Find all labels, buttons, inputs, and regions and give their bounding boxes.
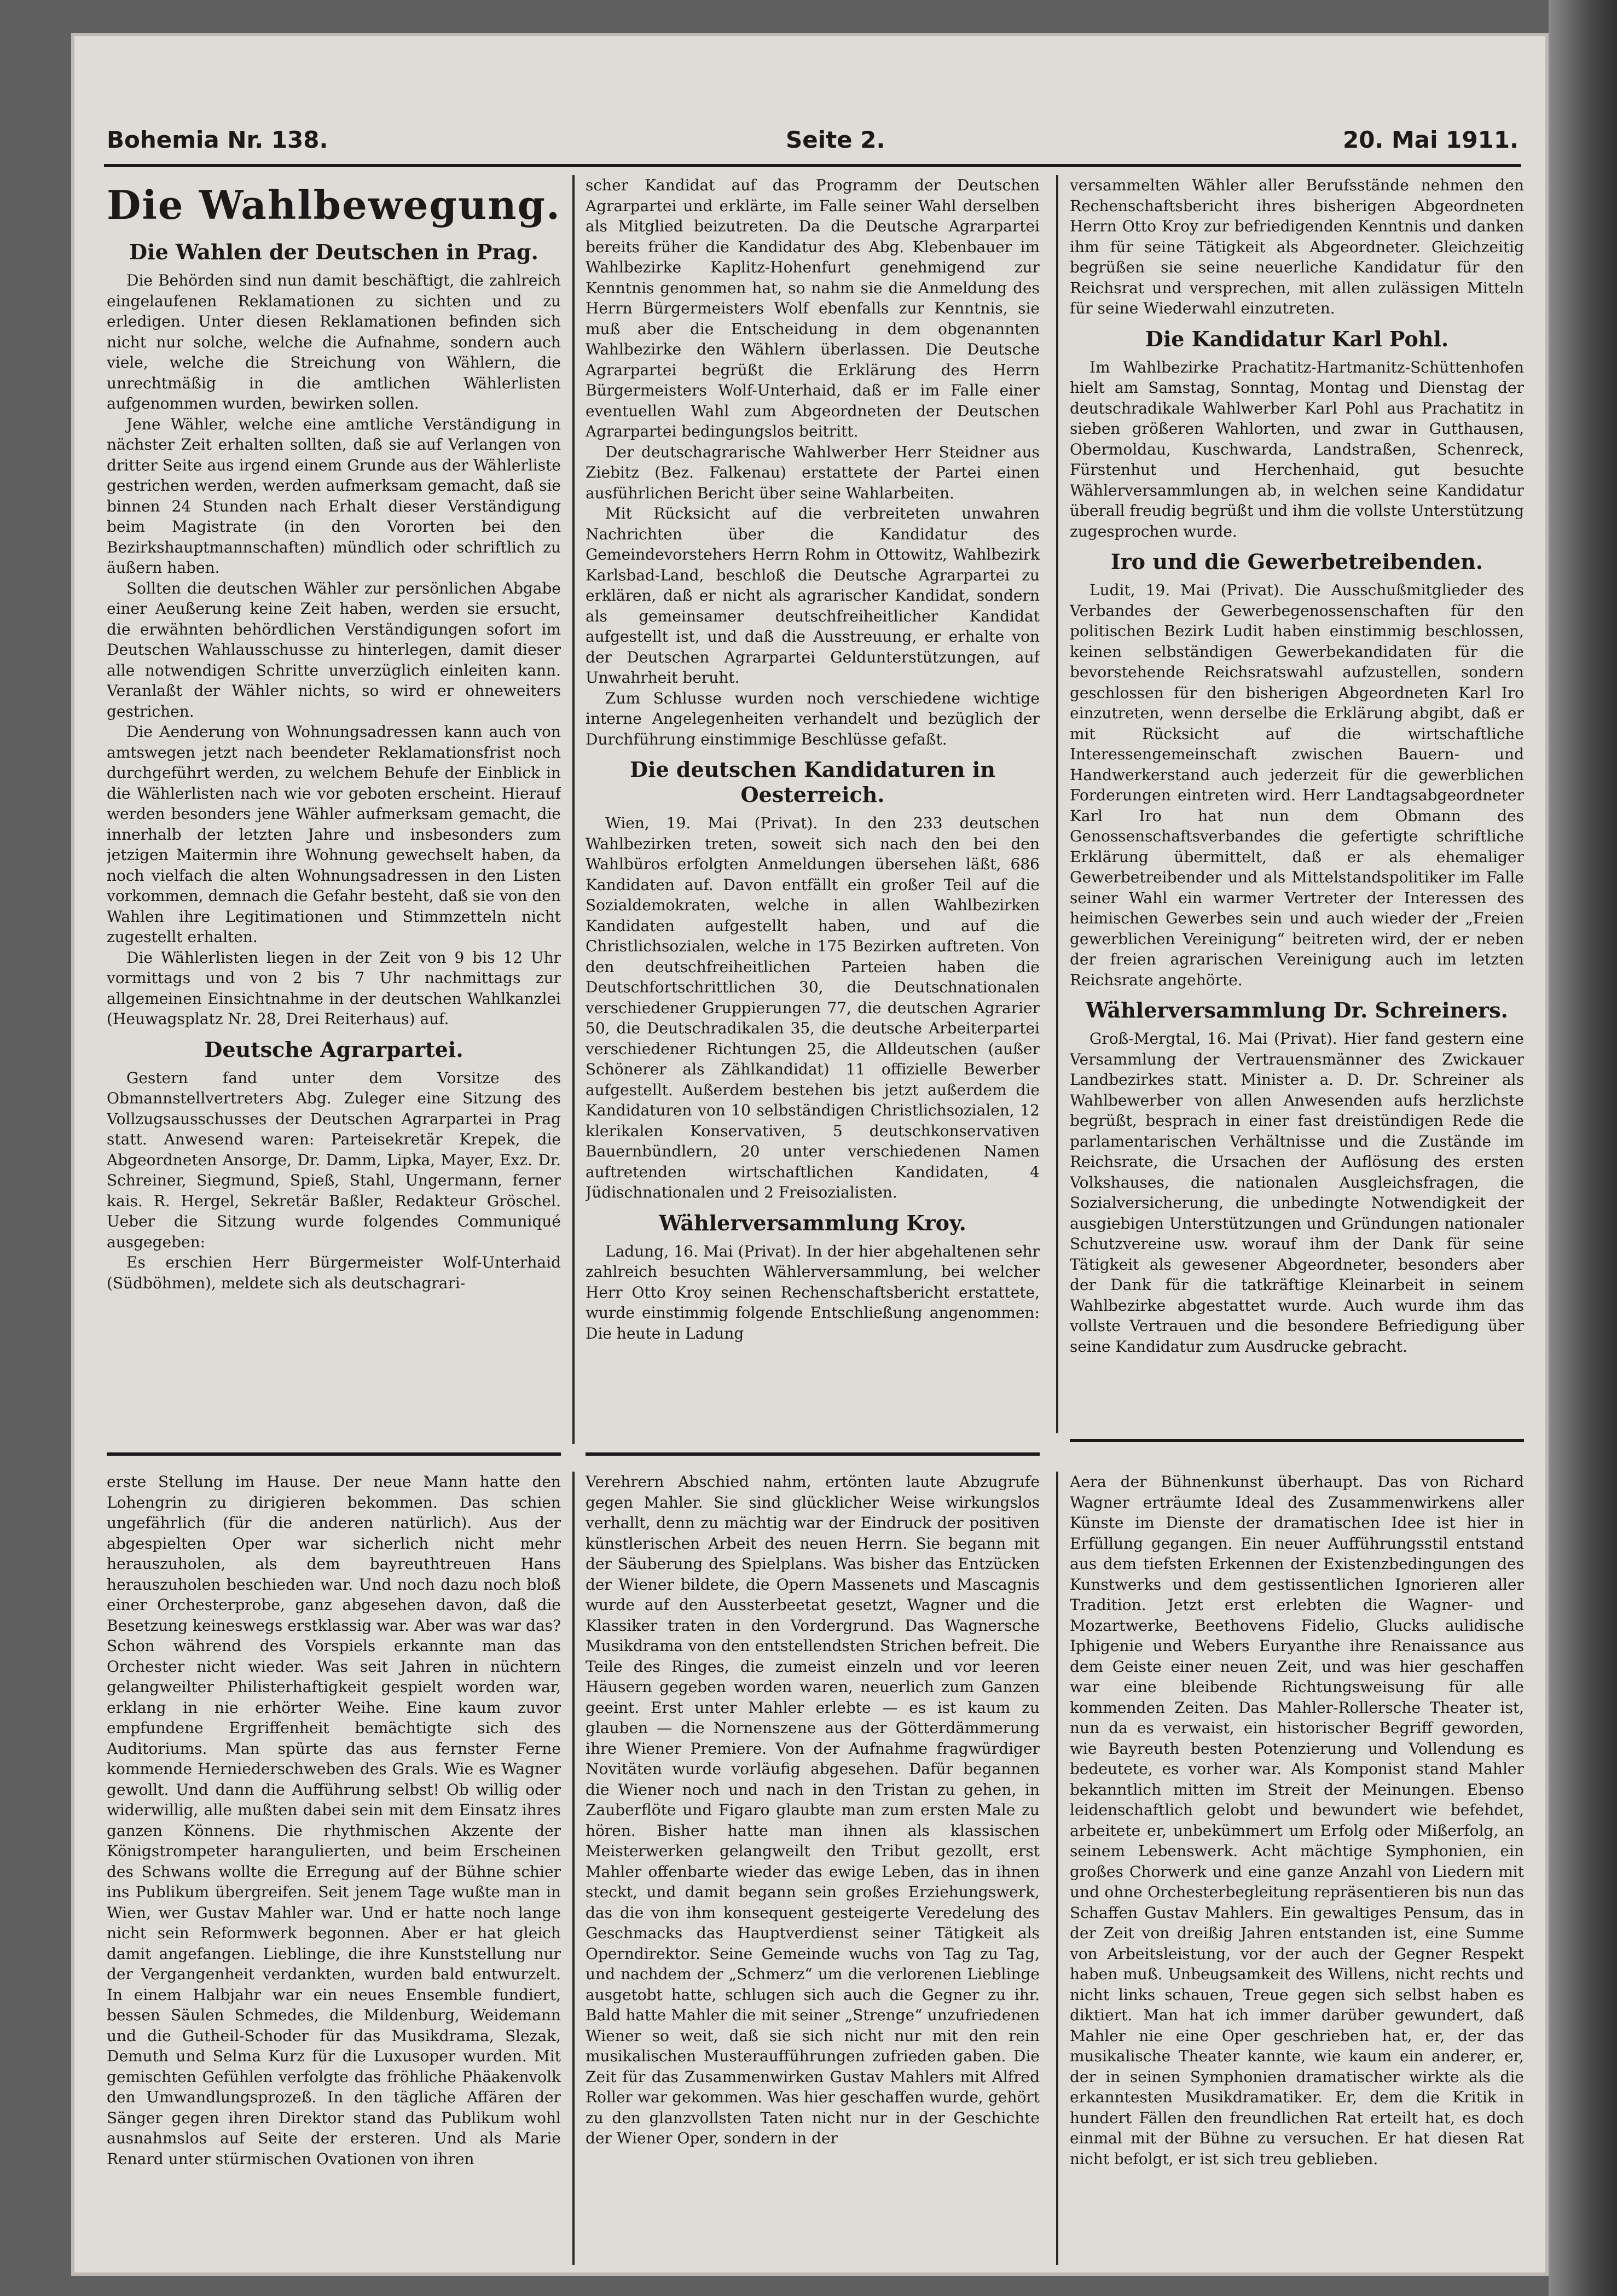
feuilleton-column-1 — [107, 1472, 561, 2265]
paragraph: Verehrern Abschied nahm, ertönten laute Abzugrufe gegen Mahler. Sie sind glücklicher Weise wirkungslos verhallt, denn zu mächtig war der Eindruck der positiven künstlerischen Arbeit des neuen Herrn. Sie begann mit der Säuberung des Spielplans. Was bisher das Entzücken der Wiener bildete, die Opern Massenets und Mascagnis wurde auf den Aussterbeetat gesetzt, Wagner und die Klassiker traten in den Vordergrund. Das Wagnersche Musikdrama von den entstellendsten Strichen befreit. Die Teile des Ringes, die zumeist einzeln und vor leeren Häusern gegeben worden waren, neuerlich zum Ganzen geeint. Erst unter Mahler erlebte — es ist kaum zu glauben — die Nornenszene aus der Götterdämmerung ihre Wiener Premiere. Von der Aufnahme fragwürdiger Novitäten wurde vorläufig abgesehen. Dafür begannen die Wiener noch und nach in den Tristan zu gehen, in Zauberflöte und Figaro glaubte man zum ersten Male zu hören. Bisher hatte man ihnen als klassischen Meisterwerken gelangweilt den Tribut gezollt, erst Mahler offenbarte wieder das ewige Leben, das in ihnen steckt, und damit begann sein großes Erziehungswerk, das die von ihm konsequent gesteigerte Veredelung des Geschmacks das Hauptverdienst seiner Tätigkeit als Operndirektor. Seine Gemeinde wuchs von Tag zu Tag, und nachdem der „Schmerz“ um die verlorenen Lieblinge ausgetobt hatte, schlugen sich auch die Gegner zu ihr. Bald hatte Mahler die mit seiner „Strenge“ unzufriedenen Wiener so weit, daß sie sich nicht nur mit den rein musikalischen Musteraufführungen zufrieden gaben. Die Zeit für das Zusammenwirken Gustav Mahlers mit Alfred Roller war gekommen. Was hier geschaffen wurde, gehört zu den glanzvollsten Taten nicht nur in der Geschichte der Wiener Oper, sondern in der — [586, 1473, 1040, 2147]
paragraph: Im Wahlbezirke Prachatitz-Hartmanitz-Schüttenhofen hielt am Samstag, Sonntag, Montag und Dienstag der deutschradikale Wahlwerber Karl Pohl aus Prachatitz in sieben größeren Wahlorten, und zwar in Gutthausen, Obermoldau, Kuschwarda, Landstraßen, Schenreck, Fürstenhut und Herchenhaid, gut besuchte Wählerversammlungen ab, in welchen seine Kandidatur überall freudig begrüßt und ihm die vollste Unterstützung zugesprochen wurde. — [1070, 358, 1524, 540]
section-title-pohl: Die Kandidatur Karl Pohl. — [1145, 326, 1449, 351]
paragraph: Gestern fand unter dem Vorsitze des Obmannstellvertreters Abg. Zuleger eine Sitzung des Vollzugsausschusses der Deutschen Agrarpartei in Prag statt. Anwesend waren: Parteisekretär Krepek, die Abgeordneten Ansorge, Dr. Damm, Lipka, Mayer, Exz. Dr. Schreiner, Siegmund, Spieß, Stahl, Ungermann, ferner kais. R. Hergel, Sekretär Baßler, Redakteur Gröschel. Ueber die Sitzung wurde folgendes Communiqué ausgegeben: — [107, 1068, 561, 1251]
paragraph: Sollten die deutschen Wähler zur persönlichen Abgabe einer Aeußerung keine Zeit haben, werden sie ersucht, die erwähnten behördlichen Verständigungen sofort im Deutschen Wahlausschusse zu hinterlegen, damit dieser alle notwendigen Schritte unverzüglich einleiten kann. Veranlaßt der Wähler nichts, so wird er ohneweiters gestrichen. — [107, 579, 561, 720]
paragraph: Der deutschagrarische Wahlwerber Herr Steidner aus Ziebitz (Bez. Falkenau) erstattete der Partei einen ausführlichen Bericht über seine Wahlarbeiten. — [586, 443, 1040, 502]
header-page-number: Seite 2. — [785, 126, 885, 153]
section-title-kroy: Wählerversammlung Kroy. — [659, 1210, 966, 1235]
paragraph: Ludit, 19. Mai (Privat). Die Ausschußmitglieder des Verbandes der Gewerbegenossenschaften für den politischen Bezirk Ludit haben einstimmig beschlossen, keinen selbständigen Gewerbekandidaten für die bevorstehende Reichsratswahl aufzustellen, sondern geschlossen für den bisherigen Abgeordneten Karl Iro einzutreten, wenn derselbe die Erklärung abgibt, daß er mit Rücksicht auf die wirtschaftliche Interessengemeinschaft zwischen Bauern- und Handwerkerstand auch jederzeit für die gewerblichen Forderungen eintreten wird. Herr Landtagsabgeordneter Karl Iro hat nun dem Obmann des Genossenschaftsverbandes die gefertigte schriftliche Erklärung übermittelt, daß er als ehemaliger Gewerbetreibender und als Mittelstandspolitiker im Falle seiner Wahl ein warmer Vertreter der Interessen des heimischen Gewerbes sein und auch wieder der „Freien gewerblichen Vereinigung“ beitreten wird, der er neben der freien agrarischen Vereinigung auch im letzten Reichsrate angehörte. — [1070, 581, 1524, 989]
paragraph: Die Aenderung von Wohnungsadressen kann auch von amtswegen jetzt nach beendeter Reklamationsfrist noch durchgeführt werden, zu welchem Behufe der Einblick in die Wählerlisten nach wie vor geboten erscheint. Hierauf werden besonders jene Wähler aufmerksam gemacht, die innerhalb der letzten Jahre und insbesonders zum jetzigen Maitermin ihre Wohnung gewechselt haben, da noch vielfach die alten Wohnungsadressen in den Listen vorkommen, demnach die Gefahr besteht, daß sie von den Wahlen ihre Legitimationen und Stimmzetteln nicht zugestellt erhalten. — [107, 723, 561, 946]
feuilleton-rule — [586, 1452, 1040, 1456]
column-divider — [1056, 175, 1058, 1433]
page-header — [107, 120, 1519, 159]
column-divider — [1056, 1472, 1058, 2265]
column-3 — [1070, 175, 1524, 1417]
feuilleton-rule — [1070, 1439, 1524, 1442]
column-divider — [572, 1472, 575, 2265]
feuilleton-column-2 — [586, 1472, 1040, 2265]
paragraph: Es erschien Herr Bürgermeister Wolf-Unterhaid (Südböhmen), meldete sich als deutschagrari- — [107, 1253, 561, 1292]
header-rule — [104, 164, 1521, 167]
paragraph: Jene Wähler, welche eine amtliche Verständigung in nächster Zeit erhalten sollten, daß sie auf Verlangen von dritter Seite aus irgend einem Grunde aus der Wählerliste gestrichen werden, werden aufmerksam gemacht, daß sie binnen 24 Stunden nach Erhalt dieser Verständigung beim Magistrate (in den Vororten bei den Bezirkshauptmannschaften) mündlich oder schriftlich zu äußern haben. — [107, 415, 561, 577]
section-title-kandidaturen: Die deutschen Kandidaturen in Oesterreich. — [630, 757, 995, 807]
paragraph: Ladung, 16. Mai (Privat). In der hier abgehaltenen sehr zahlreich besuchten Wählerversammlung, bei welcher Herr Otto Kroy seinen Rechenschaftsbericht erstattete, wurde einstimmig folgende Entschließung angenommen: Die heute in Ladung — [586, 1242, 1040, 1342]
paragraph: Die Behörden sind nun damit beschäftigt, die zahlreich eingelaufenen Reklamationen zu sichten und zu erledigen. Unter diesen Reklamationen befinden sich nicht nur solche, welche die Aufnahme, sondern auch viele, welche die Streichung von Wählern, die unrechtmäßig in die amtlichen Wählerlisten aufgenommen wurden, bewirken sollen. — [107, 271, 561, 412]
section-title-prag: Die Wahlen der Deutschen in Prag. — [129, 240, 538, 264]
header-publication: Bohemia Nr. 138. — [107, 126, 328, 153]
paragraph: scher Kandidat auf das Programm der Deutschen Agrarpartei und erklärte, im Falle seiner Wahl derselben als Mitglied beizutreten. Da die Deutsche Agrarpartei bereits früher die Kandidatur des Abg. Klebenbauer im Wahlbezirke Kaplitz-Hohenfurt genehmigend zur Kenntnis genommen hat, so nahm sie die Anmeldung des Herrn Bürgermeisters Wolf ebenfalls zur Kenntnis, sie muß aber die Entscheidung in dem obgenannten Wahlbezirke den Wählern überlassen. Die Deutsche Agrarpartei begrüßt die Erklärung des Herrn Bürgermeisters Wolf-Unterhaid, daß er im Falle einer eventuellen Wahl zum Abgeordneten der Deutschen Agrarpartei bedingungslos beitritt. — [586, 176, 1040, 440]
paragraph: Groß-Mergtal, 16. Mai (Privat). Hier fand gestern eine Versammlung der Vertrauensmänner des Zwickauer Landbezirkes statt. Minister a. D. Dr. Schreiner als Wahlbewerber von allen Anwesenden aufs herzlichste begrüßt, besprach in einer fast dreistündigen Rede die parlamentarischen Verhältnisse und die Zustände im Reichsrate, die Ursachen der Auflösung des ersten Volkshauses, die nationalen Ausgleichsfragen, die Sozialversicherung, die unbedingte Notwendigkeit der ausgiebigen Unterstützungen und Gründungen nationaler Schutzvereine usw. worauf ihm der Dank für seine Tätigkeit als gewesener Abgeordneter, besonders aber der Dank für die tatkräftige Kleinarbeit in seinem Wahlbezirke abgestattet wurde. Auch wurde ihm das vollste Vertrauen und die besondere Befriedigung über seine Kandidatur zum Ausdrucke gebracht. — [1070, 1030, 1524, 1356]
paragraph: Aera der Bühnenkunst überhaupt. Das von Richard Wagner erträumte Ideal des Zusammenwirkens aller Künste im Dienste der dramatischen Idee ist hier in Erfüllung gegangen. Ein neuer Aufführungsstil entstand aus dem tiefsten Erkennen der Existenzbedingungen des Kunstwerks und dem gestissentlichen Ignorieren aller Tradition. Jetzt erst erlebten die Wagner- und Mozartwerke, Beethovens Fidelio, Glucks aulidische Iphigenie und Webers Euryanthe ihre Renaissance aus dem Geiste einer neuen Zeit, und was hier geschaffen war eine bleibende Richtungsweisung für alle kommenden Zeiten. Das Mahler-Rollersche Theater ist, nun da es verwaist, ein historischer Begriff geworden, wie Bayreuth besten Potenzierung und Vollendung es bedeutete, es vorher war. Als Komponist stand Mahler bekanntlich mitten im Streit der Meinungen. Ebenso leidenschaftlich gelobt und bewundert wie befehdet, arbeitete er, unbekümmert um Erfolg oder Mißerfolg, an seinem Lebenswerk. Acht mächtige Symphonien, ein großes Chorwerk und eine ganze Anzahl von Liedern mit und ohne Orchesterbegleitung repräsentieren bis nun das Schaffen Gustav Mahlers. Ein gewaltiges Pensum, das in der Zeit von dreißig Jahren entstanden ist, eine Summe von Arbeitsleistung, vor der auch der Gegner Respekt haben muß. Unbeugsamkeit des Willens, nicht rechts und nicht links schauen, Treue gegen sich selbst haben es diktiert. Man hat ich immer darüber gewundert, daß Mahler nie eine Oper geschrieben hat, er, der das musikalische Theater kannte, wie kaum ein anderer, er, der in seinen Symphonien dramatischer wirkte als die erkanntesten Musikdramatiker. Er, dem die Kritik in hundert Fällen den freundlichen Rat erteilt hat, es doch einmal mit der Bühne zu versuchen. Er hat diesen Rat nicht befolgt, er ist sich treu geblieben. — [1070, 1473, 1524, 2168]
column-1 — [107, 175, 561, 1444]
section-title-iro: Iro und die Gewerbetreibenden. — [1110, 549, 1483, 574]
column-divider — [572, 175, 575, 1444]
main-headline: Die Wahlbewegung. — [107, 182, 561, 228]
section-title-agrarpartei: Deutsche Agrarpartei. — [204, 1037, 463, 1062]
column-2 — [586, 175, 1040, 1428]
scan-edge-strip — [1549, 0, 1617, 2296]
header-date: 20. Mai 1911. — [1342, 126, 1519, 153]
paragraph: versammelten Wähler aller Berufsstände nehmen den Rechenschaftsbericht ihres bisherigen Abgeordneten Herrn Otto Kroy zur befriedigenden Kenntnis und danken ihm für seine Tätigkeit als Abgeordneter. Gleichzeitig begrüßen sie seine neuerliche Kandidatur für den Reichsrat und versprechen, mit allen zulässigen Mitteln für seine Wiederwahl einzutreten. — [1070, 176, 1524, 317]
paragraph: erste Stellung im Hause. Der neue Mann hatte den Lohengrin zu dirigieren bekommen. Das schien ungefährlich (für die anderen natürlich). Aus der abgespielten Oper war sicherlich nicht mehr herauszuholen, als dem bayreuthtreuen Hans herauszuholen beschieden war. Und noch dazu noch bloß einer Orchesterprobe, ganz abgesehen davon, daß die Besetzung keineswegs erstklassig war. Aber was war das? Schon während des Vorspiels erkannte man das Orchester nicht wieder. Was seit Jahren in nüchtern gelangweilter Philisterhaftigkeit gespielt worden war, erklang in nie erhörter Weihe. Eine kaum zuvor empfundene Ergriffenheit bemächtigte sich des Auditoriums. Man spürte das aus fernster Ferne kommende Herniederschweben des Grals. Wie es Wagner gewollt. Und dann die Aufführung selbst! Ob willig oder widerwillig, alle mußten dabei sein mit dem Einsatz ihres ganzen Könnens. Die rhythmischen Akzente der Königstrompeter harangulierten, und beim Erscheinen des Schwans wollte die Erregung auf der Bühne schier ins Publikum übergreifen. Seit jenem Tage wußte man in Wien, wer Gustav Mahler war. Und er hatte noch lange nicht sein Reformwerk begonnen. Aber er hat gleich damit angefangen. Lieblinge, die ihre Kunststellung nur der Vergangenheit verdankten, wurden bald entwurzelt. In einem Halbjahr war ein neues Ensemble fundiert, bessen Säulen Schmedes, die Mildenburg, Weidemann und die Gutheil-Schoder für das Musikdrama, Slezak, Demuth und Selma Kurz für die Luxusoper wurden. Mit gemischten Gefühlen verfolgte das fröhliche Phäakenvolk den Umwandlungsprozeß. In den tägliche Affären der Sänger gegen ihren Direktor stand das Publikum wohl ausnahmslos auf Seite der ersteren. Und als Marie Renard unter stürmischen Ovationen von ihren — [107, 1473, 561, 2168]
section-title-schreiner: Wählerversammlung Dr. Schreiners. — [1086, 998, 1508, 1022]
feuilleton-rule — [107, 1452, 561, 1456]
paragraph: Die Wählerlisten liegen in der Zeit von 9 bis 12 Uhr vormittags und von 2 bis 7 Uhr nachmittags zur allgemeinen Einsichtnahme in der deutschen Wahlkanzlei (Heuwagsplatz Nr. 28, Drei Reiterhaus) auf. — [107, 948, 561, 1028]
paragraph: Wien, 19. Mai (Privat). In den 233 deutschen Wahlbezirken treten, soweit sich nach den bei den Wahlbüros erfolgten Anmeldungen übersehen läßt, 686 Kandidaten auf. Davon entfällt ein großer Teil auf die Sozialdemokraten, welche in allen Wahlbezirken Kandidaten aufgestellt haben, und auf die Christlichsozialen, welche in 175 Bezirken auftreten. Von den deutschfreiheitlichen Parteien haben die Deutschfortschrittlichen 30, die Deutschnationalen verschiedener Gruppierungen 77, die deutschen Agrarier 50, die Deutschradikalen 35, die deutsche Arbeiterpartei verschiedener Richtungen 25, die Alldeutschen (außer Schönerer als Zählkandidat) 11 offizielle Bewerber aufgestellt. Außerdem bestehen bis jetzt außerdem die Kandidaturen von 10 selbständigen Christlichsozialen, 12 klerikalen Konservativen, 5 deutschkonservativen Bauernbündlern, 20 unter verschiedenen Namen auftretenden wirtschaftlichen Kandidaten, 4 Jüdischnationalen und 2 Freisozialisten. — [586, 814, 1040, 1201]
feuilleton-column-3 — [1070, 1472, 1524, 2265]
paragraph: Mit Rücksicht auf die verbreiteten unwahren Nachrichten über die Kandidatur des Gemeindevorstehers Herrn Rohm in Ottowitz, Wahlbezirk Karlsbad-Land, beschloß die Deutsche Agrarpartei zu erklären, daß er nicht als agrarischer Kandidat, sondern als gemeinsamer deutschfreiheitlicher Kandidat aufgestellt ist, und daß die Ausstreuung, er erhalte von der Deutschen Agrarpartei Geldunterstützungen, auf Unwahrheit beruht. — [586, 504, 1040, 687]
paragraph: Zum Schlusse wurden noch verschiedene wichtige interne Angelegenheiten verhandelt und bezüglich der Durchführung einstimmige Beschlüsse gefaßt. — [586, 689, 1040, 748]
